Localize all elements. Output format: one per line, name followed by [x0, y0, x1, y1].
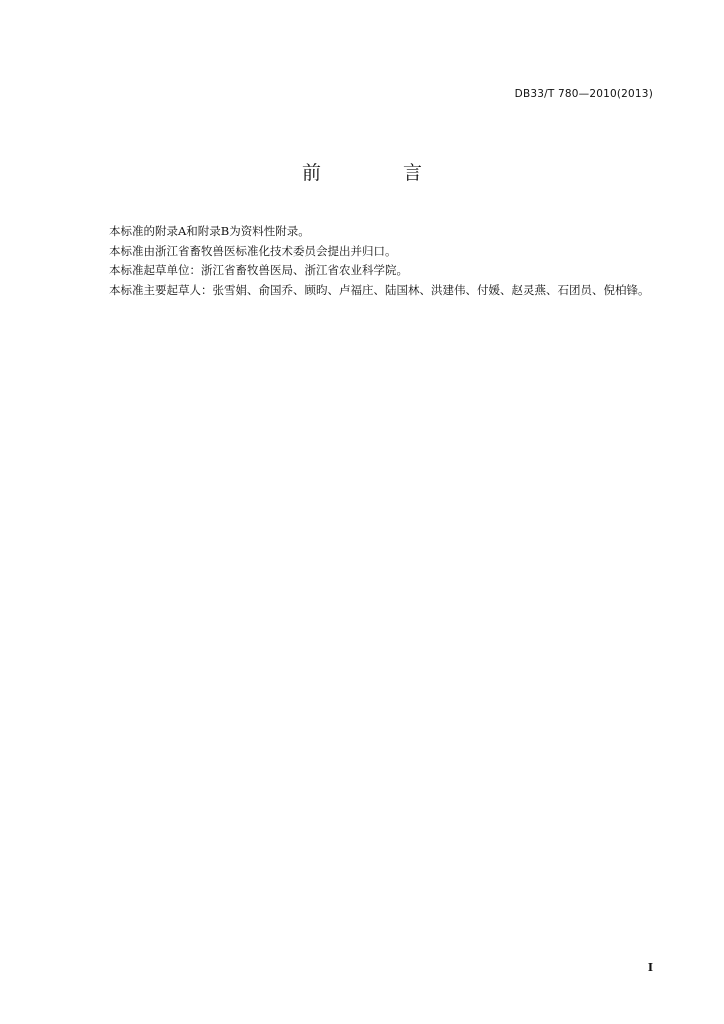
paragraph-drafters: 本标准主要起草人：张雪娟、俞国乔、顾昀、卢福庄、陆国林、洪建伟、付媛、赵灵燕、石团员、倪柏锋。 [109, 282, 650, 297]
paragraph-drafting-unit: 本标准起草单位：浙江省畜牧兽医局、浙江省农业科学院。 [109, 263, 408, 277]
paragraph-proposer: 本标准由浙江省畜牧兽医标准化技术委员会提出并归口。 [109, 243, 397, 258]
page-number: I [647, 961, 653, 974]
paragraph-appendix-note: 本标准的附录A和附录B为资料性附录。 [109, 224, 310, 238]
document-code: DB33/T 780—2010(2013) [514, 88, 653, 100]
page-title: 前 言 [301, 162, 461, 184]
foreword-body [86, 222, 656, 300]
